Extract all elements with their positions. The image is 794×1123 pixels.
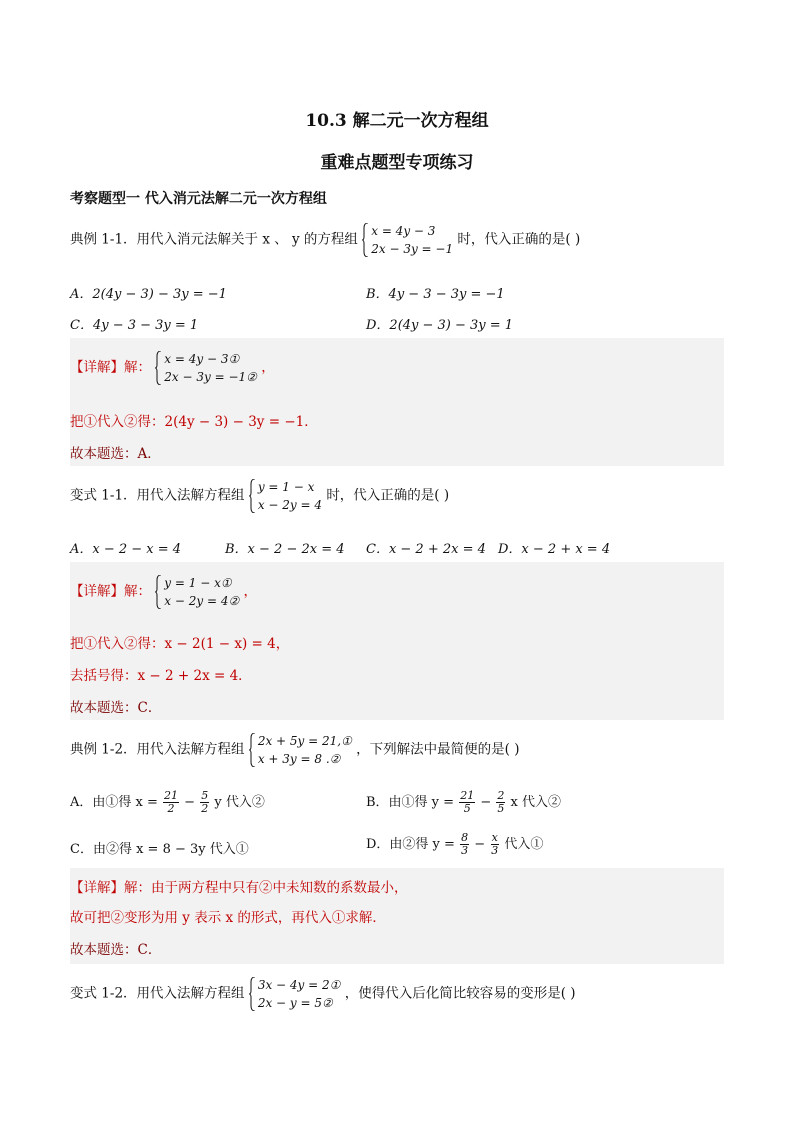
system-line-1: y = 1 − x① <box>164 576 232 590</box>
system-line-2: 2x − y = 5② <box>257 996 333 1010</box>
question-1 <box>70 222 580 258</box>
system-line-1: x = 4y − 3① <box>164 352 240 366</box>
system-line-2: 2x − 3y = −1 <box>371 242 454 256</box>
answer-1-line-1 <box>70 350 275 386</box>
option-a <box>70 790 265 815</box>
brace-icon <box>249 977 256 1011</box>
fraction <box>490 832 499 857</box>
fraction <box>496 790 505 815</box>
question-3 <box>70 732 519 768</box>
system-line-1: 2x + 5y = 21,① <box>257 734 352 748</box>
question-4 <box>70 976 576 1012</box>
answer-3-line-2: 故可把②变形为用 y 表示 x 的形式，再代入①求解． <box>70 910 386 926</box>
option-d: D．2(4y − 3) − 3y = 1 <box>366 318 514 333</box>
fraction <box>163 790 179 815</box>
option-d: D．x − 2 + x = 4 <box>498 542 611 557</box>
question-1-prefix: 典例 1-1．用代入消元法解关于 x 、 y 的方程组 <box>70 231 358 248</box>
answer-1-line-3: 故本题选：A． <box>70 446 161 462</box>
system-line-2: 2x − 3y = −1② <box>164 370 257 384</box>
numerator: 21 <box>164 789 179 802</box>
operator: − <box>480 795 492 810</box>
numerator: 5 <box>201 789 209 802</box>
system-line-1: x = 4y − 3 <box>371 224 436 238</box>
equation-system <box>362 222 453 258</box>
option-d <box>366 832 543 857</box>
brace-icon <box>155 351 162 385</box>
punct: ， <box>243 583 258 600</box>
denominator: 5 <box>497 802 505 815</box>
option-text: D．由②得 y = <box>366 837 455 852</box>
brace-icon <box>249 479 256 513</box>
answer-equation-system <box>155 574 239 610</box>
answer-equation-system <box>155 350 257 386</box>
question-2-suffix: 时，代入正确的是( ) <box>326 487 450 504</box>
option-a: A．x − 2 − x = 4 <box>70 542 182 557</box>
question-2 <box>70 478 449 514</box>
numerator: 2 <box>497 789 505 802</box>
option-text: 代入① <box>504 837 544 852</box>
option-text: A．由①得 x = <box>70 795 158 810</box>
equation-system <box>249 478 322 514</box>
denominator: 2 <box>201 802 209 815</box>
option-b: B．x − 2 − 2x = 4 <box>225 542 345 557</box>
question-2-prefix: 变式 1-1．用代入法解方程组 <box>70 487 245 504</box>
system-line-1: y = 1 − x <box>257 480 315 494</box>
question-3-suffix: ，下列解法中最简便的是( ) <box>356 741 520 758</box>
answer-2-line-1 <box>70 574 257 610</box>
option-text: y 代入② <box>214 795 265 810</box>
brace-icon <box>249 733 256 767</box>
brace-icon <box>362 223 369 257</box>
option-a: A．2(4y − 3) − 3y = −1 <box>70 287 227 302</box>
system-line-2: x − 2y = 4② <box>164 594 240 608</box>
section-heading: 考察题型一 代入消元法解二元一次方程组 <box>70 191 327 207</box>
answer-3-line-3: 故本题选：C． <box>70 942 162 958</box>
question-1-suffix: 时，代入正确的是( ) <box>457 231 581 248</box>
denominator: 2 <box>167 802 175 815</box>
option-c: C．由②得 x = 8 − 3y 代入① <box>70 842 249 857</box>
system-line-1: 3x − 4y = 2① <box>257 978 341 992</box>
operator: − <box>184 795 196 810</box>
detail-label: 【详解】解： <box>70 583 151 600</box>
equation-system <box>249 732 352 768</box>
option-c: C．4y − 3 − 3y = 1 <box>70 318 199 333</box>
numerator: 21 <box>460 789 475 802</box>
page-title: 10.3 解二元一次方程组 <box>305 111 489 131</box>
fraction <box>460 832 469 857</box>
question-4-suffix: ，使得代入后化简比较容易的变形是( ) <box>344 985 576 1002</box>
answer-3-line-1: 【详解】解：由于两方程中只有②中未知数的系数最小， <box>70 880 408 896</box>
denominator: 5 <box>463 802 471 815</box>
detail-label: 【详解】解： <box>70 359 151 376</box>
answer-1-line-2: 把①代入②得：2(4y − 3) − 3y = −1． <box>70 414 318 430</box>
question-3-prefix: 典例 1-2．用代入法解方程组 <box>70 741 245 758</box>
numerator: x <box>491 831 498 844</box>
option-b <box>366 790 561 815</box>
page-subtitle: 重难点题型专项练习 <box>320 153 474 173</box>
fraction <box>459 790 475 815</box>
fraction <box>200 790 209 815</box>
denominator: 3 <box>491 844 499 857</box>
operator: − <box>474 837 486 852</box>
option-text: x 代入② <box>510 795 561 810</box>
option-text: B．由①得 y = <box>366 795 455 810</box>
system-line-2: x − 2y = 4 <box>257 498 323 512</box>
numerator: 8 <box>461 831 469 844</box>
answer-2-line-3: 去括号得：x − 2 + 2x = 4． <box>70 668 252 684</box>
brace-icon <box>155 575 162 609</box>
punct: ， <box>261 359 275 376</box>
answer-2-line-4: 故本题选：C． <box>70 700 162 716</box>
equation-system <box>249 976 341 1012</box>
system-line-2: x + 3y = 8 .② <box>257 752 341 766</box>
question-4-prefix: 变式 1-2．用代入法解方程组 <box>70 985 245 1002</box>
denominator: 3 <box>461 844 469 857</box>
option-c: C．x − 2 + 2x = 4 <box>366 542 486 557</box>
option-b: B．4y − 3 − 3y = −1 <box>366 287 505 302</box>
answer-2-line-2: 把①代入②得：x − 2(1 − x) = 4， <box>70 636 290 652</box>
